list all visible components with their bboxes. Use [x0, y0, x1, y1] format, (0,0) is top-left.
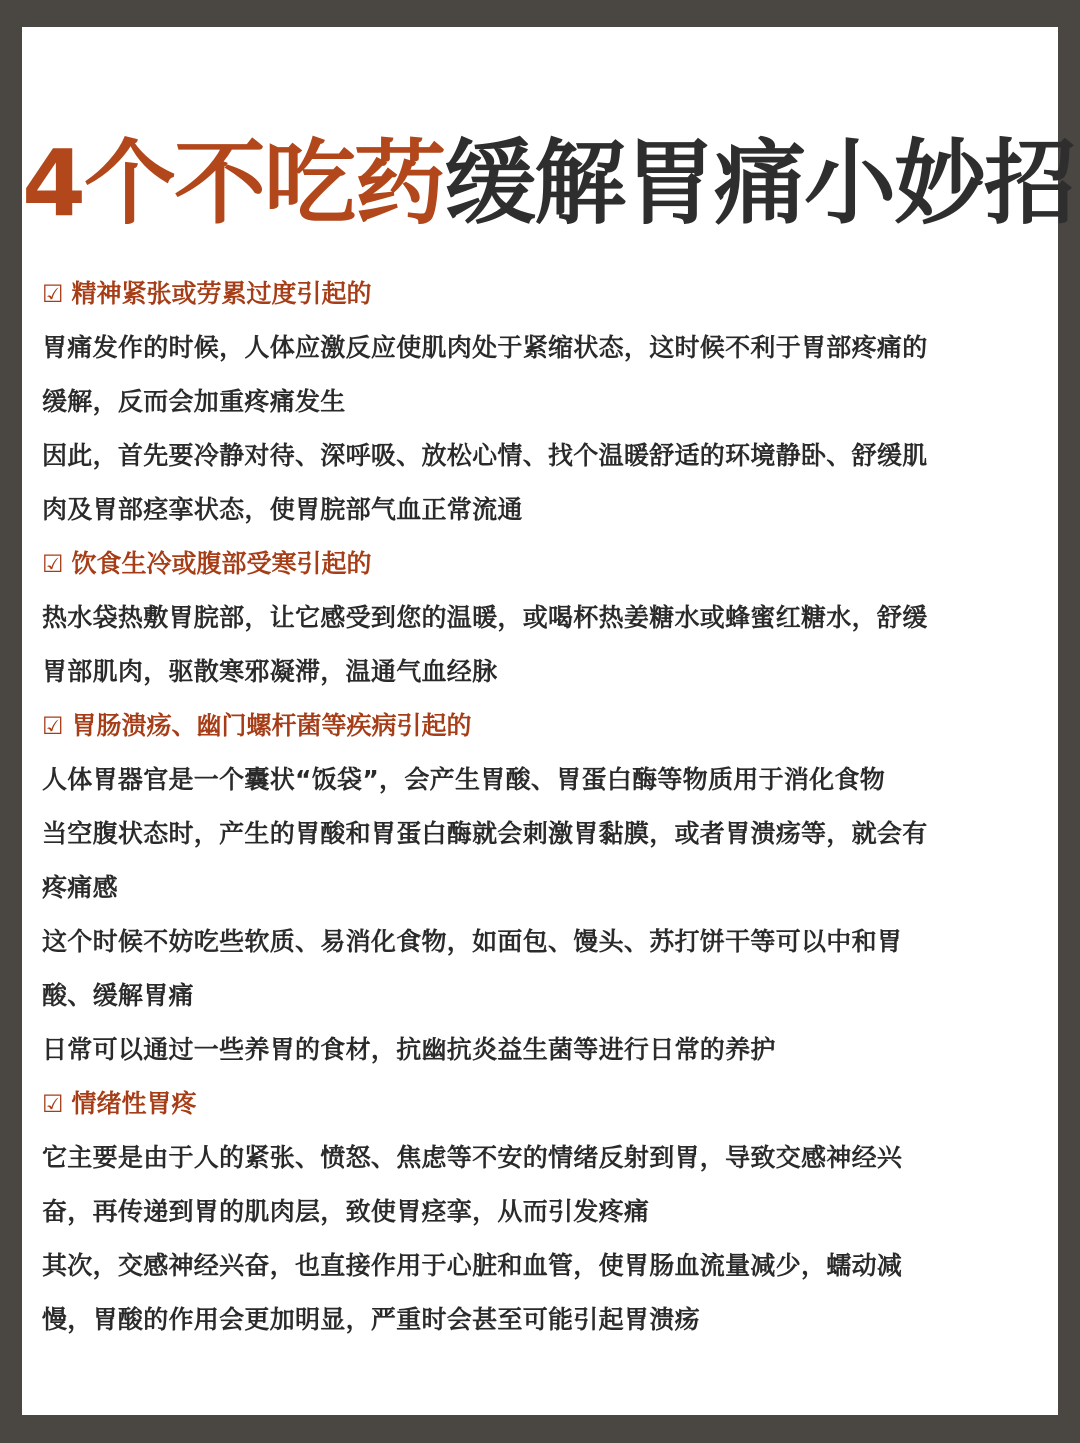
paragraph-line: 缓解，反而会加重疼痛发生: [42, 387, 346, 416]
paragraph-line: 奋，再传递到胃的肌肉层，致使胃痉挛，从而引发疼痛: [42, 1197, 650, 1226]
section-paragraph: [42, 753, 1032, 1077]
section-cold: [42, 537, 1032, 699]
paragraph-line: 日常可以通过一些养胃的食材，抗幽抗炎益生菌等进行日常的养护: [42, 1035, 776, 1064]
checkbox-icon: ☑: [42, 1090, 64, 1118]
section-heading: [42, 267, 1032, 321]
article-body: [42, 267, 1032, 1347]
section-paragraph: [42, 321, 1032, 537]
paragraph-line: 胃部肌肉，驱散寒邪凝滞，温通气血经脉: [42, 657, 498, 686]
paragraph-line: 肉及胃部痉挛状态，使胃脘部气血正常流通: [42, 495, 523, 524]
section-heading: [42, 537, 1032, 591]
section-stress: [42, 267, 1032, 537]
page-title: [22, 119, 1075, 249]
section-heading-text: 精神紧张或劳累过度引起的: [71, 279, 372, 308]
checkbox-icon: ☑: [42, 550, 64, 578]
paragraph-line: 这个时候不妨吃些软质、易消化食物，如面包、馒头、苏打饼干等可以中和胃: [42, 927, 903, 956]
paragraph-line: 因此，首先要冷静对待、深呼吸、放松心情、找个温暖舒适的环境静卧、舒缓肌: [42, 441, 928, 470]
paragraph-line: 其次，交感神经兴奋，也直接作用于心脏和血管，使胃肠血流量减少，蠕动减: [42, 1251, 903, 1280]
section-paragraph: [42, 591, 1032, 699]
paragraph-line: 它主要是由于人的紧张、愤怒、焦虑等不安的情绪反射到胃，导致交感神经兴: [42, 1143, 903, 1172]
section-ulcer: [42, 699, 1032, 1077]
title-main: 缓解胃痛小妙招: [444, 130, 1075, 237]
section-heading: [42, 1077, 1032, 1131]
title-highlight: 4个不吃药: [22, 130, 445, 237]
section-paragraph: [42, 1131, 1032, 1347]
checkbox-icon: ☑: [42, 712, 64, 740]
section-heading-text: 情绪性胃疼: [71, 1089, 197, 1118]
paragraph-line: 胃痛发作的时候，人体应激反应使肌肉处于紧缩状态，这时候不利于胃部疼痛的: [42, 333, 928, 362]
paragraph-line: 人体胃器官是一个囊状“饭袋”，会产生胃酸、胃蛋白酶等物质用于消化食物: [42, 765, 886, 794]
content-card: [22, 27, 1075, 1415]
section-heading-text: 饮食生冷或腹部受寒引起的: [71, 549, 372, 578]
paragraph-line: 热水袋热敷胃脘部，让它感受到您的温暖，或喝杯热姜糖水或蜂蜜红糖水，舒缓: [42, 603, 928, 632]
section-heading: [42, 699, 1032, 753]
paragraph-line: 当空腹状态时，产生的胃酸和胃蛋白酶就会刺激胃黏膜，或者胃溃疡等，就会有: [42, 819, 928, 848]
section-heading-text: 胃肠溃疡、幽门螺杆菌等疾病引起的: [71, 711, 472, 740]
paragraph-line: 慢，胃酸的作用会更加明显，严重时会甚至可能引起胃溃疡: [42, 1305, 700, 1334]
paragraph-line: 疼痛感: [42, 873, 118, 902]
checkbox-icon: ☑: [42, 280, 64, 308]
section-emotional: [42, 1077, 1032, 1347]
paragraph-line: 酸、缓解胃痛: [42, 981, 194, 1010]
